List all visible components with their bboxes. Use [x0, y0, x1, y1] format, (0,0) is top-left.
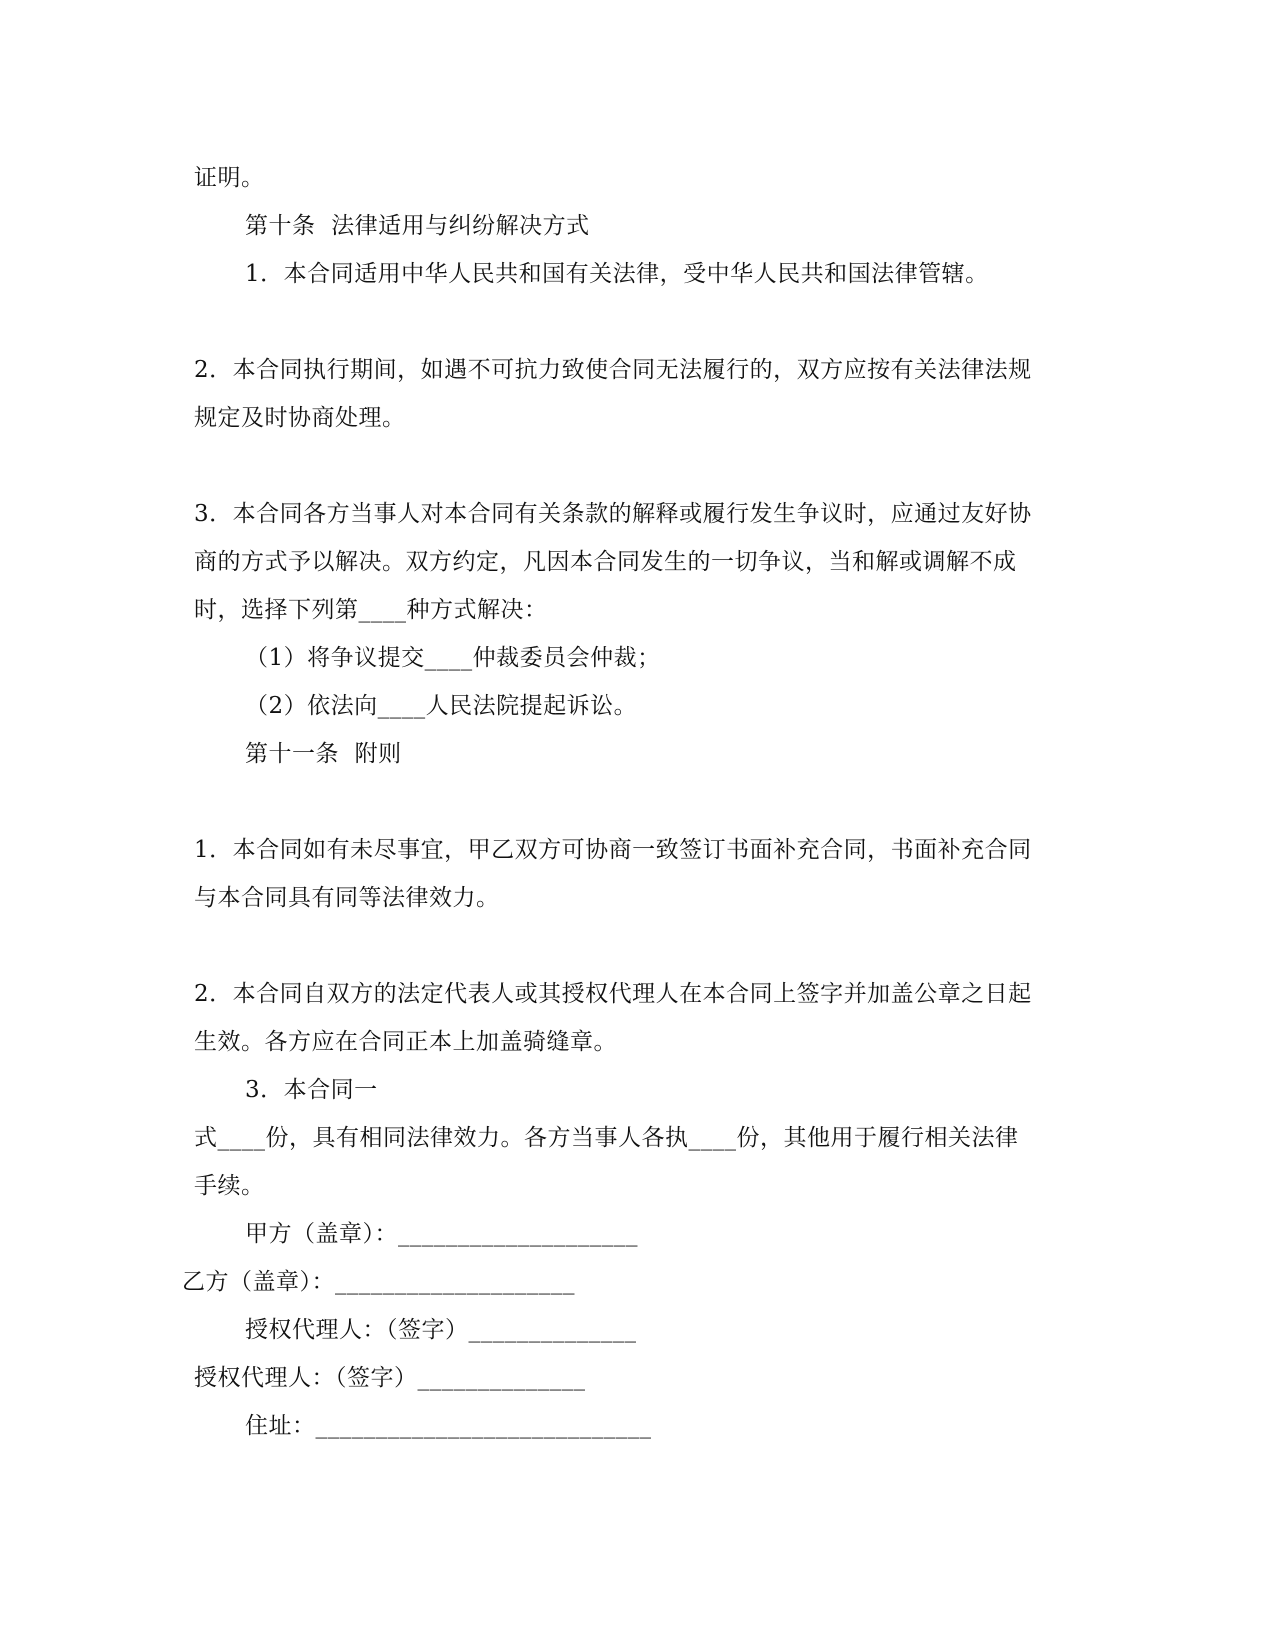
text-line: 手续。	[194, 1173, 265, 1199]
text-line: 1．本合同适用中华人民共和国有关法律，受中华人民共和国法律管辖。	[245, 261, 989, 287]
text-line: 规定及时协商处理。	[194, 405, 406, 431]
text-line: 3．本合同各方当事人对本合同有关条款的解释或履行发生争议时，应通过友好协	[194, 501, 1032, 527]
signature-line: 甲方（盖章）：____________________	[245, 1221, 638, 1247]
address-line: 住址：____________________________	[245, 1413, 652, 1439]
text-line: 1．本合同如有未尽事宜，甲乙双方可协商一致签订书面补充合同，书面补充合同	[194, 837, 1032, 863]
section-heading: 第十条 法律适用与纠纷解决方式	[245, 213, 590, 239]
text-line: 证明。	[194, 165, 265, 191]
text-line: 3．本合同一	[245, 1077, 378, 1103]
text-line: 生效。各方应在合同正本上加盖骑缝章。	[194, 1029, 617, 1055]
text-line: （1）将争议提交____仲裁委员会仲裁；	[245, 645, 661, 671]
text-line: 与本合同具有同等法律效力。	[194, 885, 500, 911]
signature-line: 授权代理人：（签字）______________	[194, 1365, 586, 1391]
text-line: 2．本合同执行期间，如遇不可抗力致使合同无法履行的，双方应按有关法律法规	[194, 357, 1032, 383]
section-heading: 第十一条 附则	[245, 741, 402, 767]
text-line: 商的方式予以解决。双方约定，凡因本合同发生的一切争议，当和解或调解不成	[194, 549, 1017, 575]
signature-line: 授权代理人：（签字）______________	[245, 1317, 637, 1343]
text-line: 时，选择下列第____种方式解决：	[194, 597, 548, 623]
text-line: 2．本合同自双方的法定代表人或其授权代理人在本合同上签字并加盖公章之日起	[194, 981, 1032, 1007]
text-line: （2）依法向____人民法院提起诉讼。	[245, 693, 638, 719]
text-line: 式____份，具有相同法律效力。各方当事人各执____份，其他用于履行相关法律	[194, 1125, 1019, 1151]
signature-line: 乙方（盖章）：____________________	[182, 1269, 575, 1295]
